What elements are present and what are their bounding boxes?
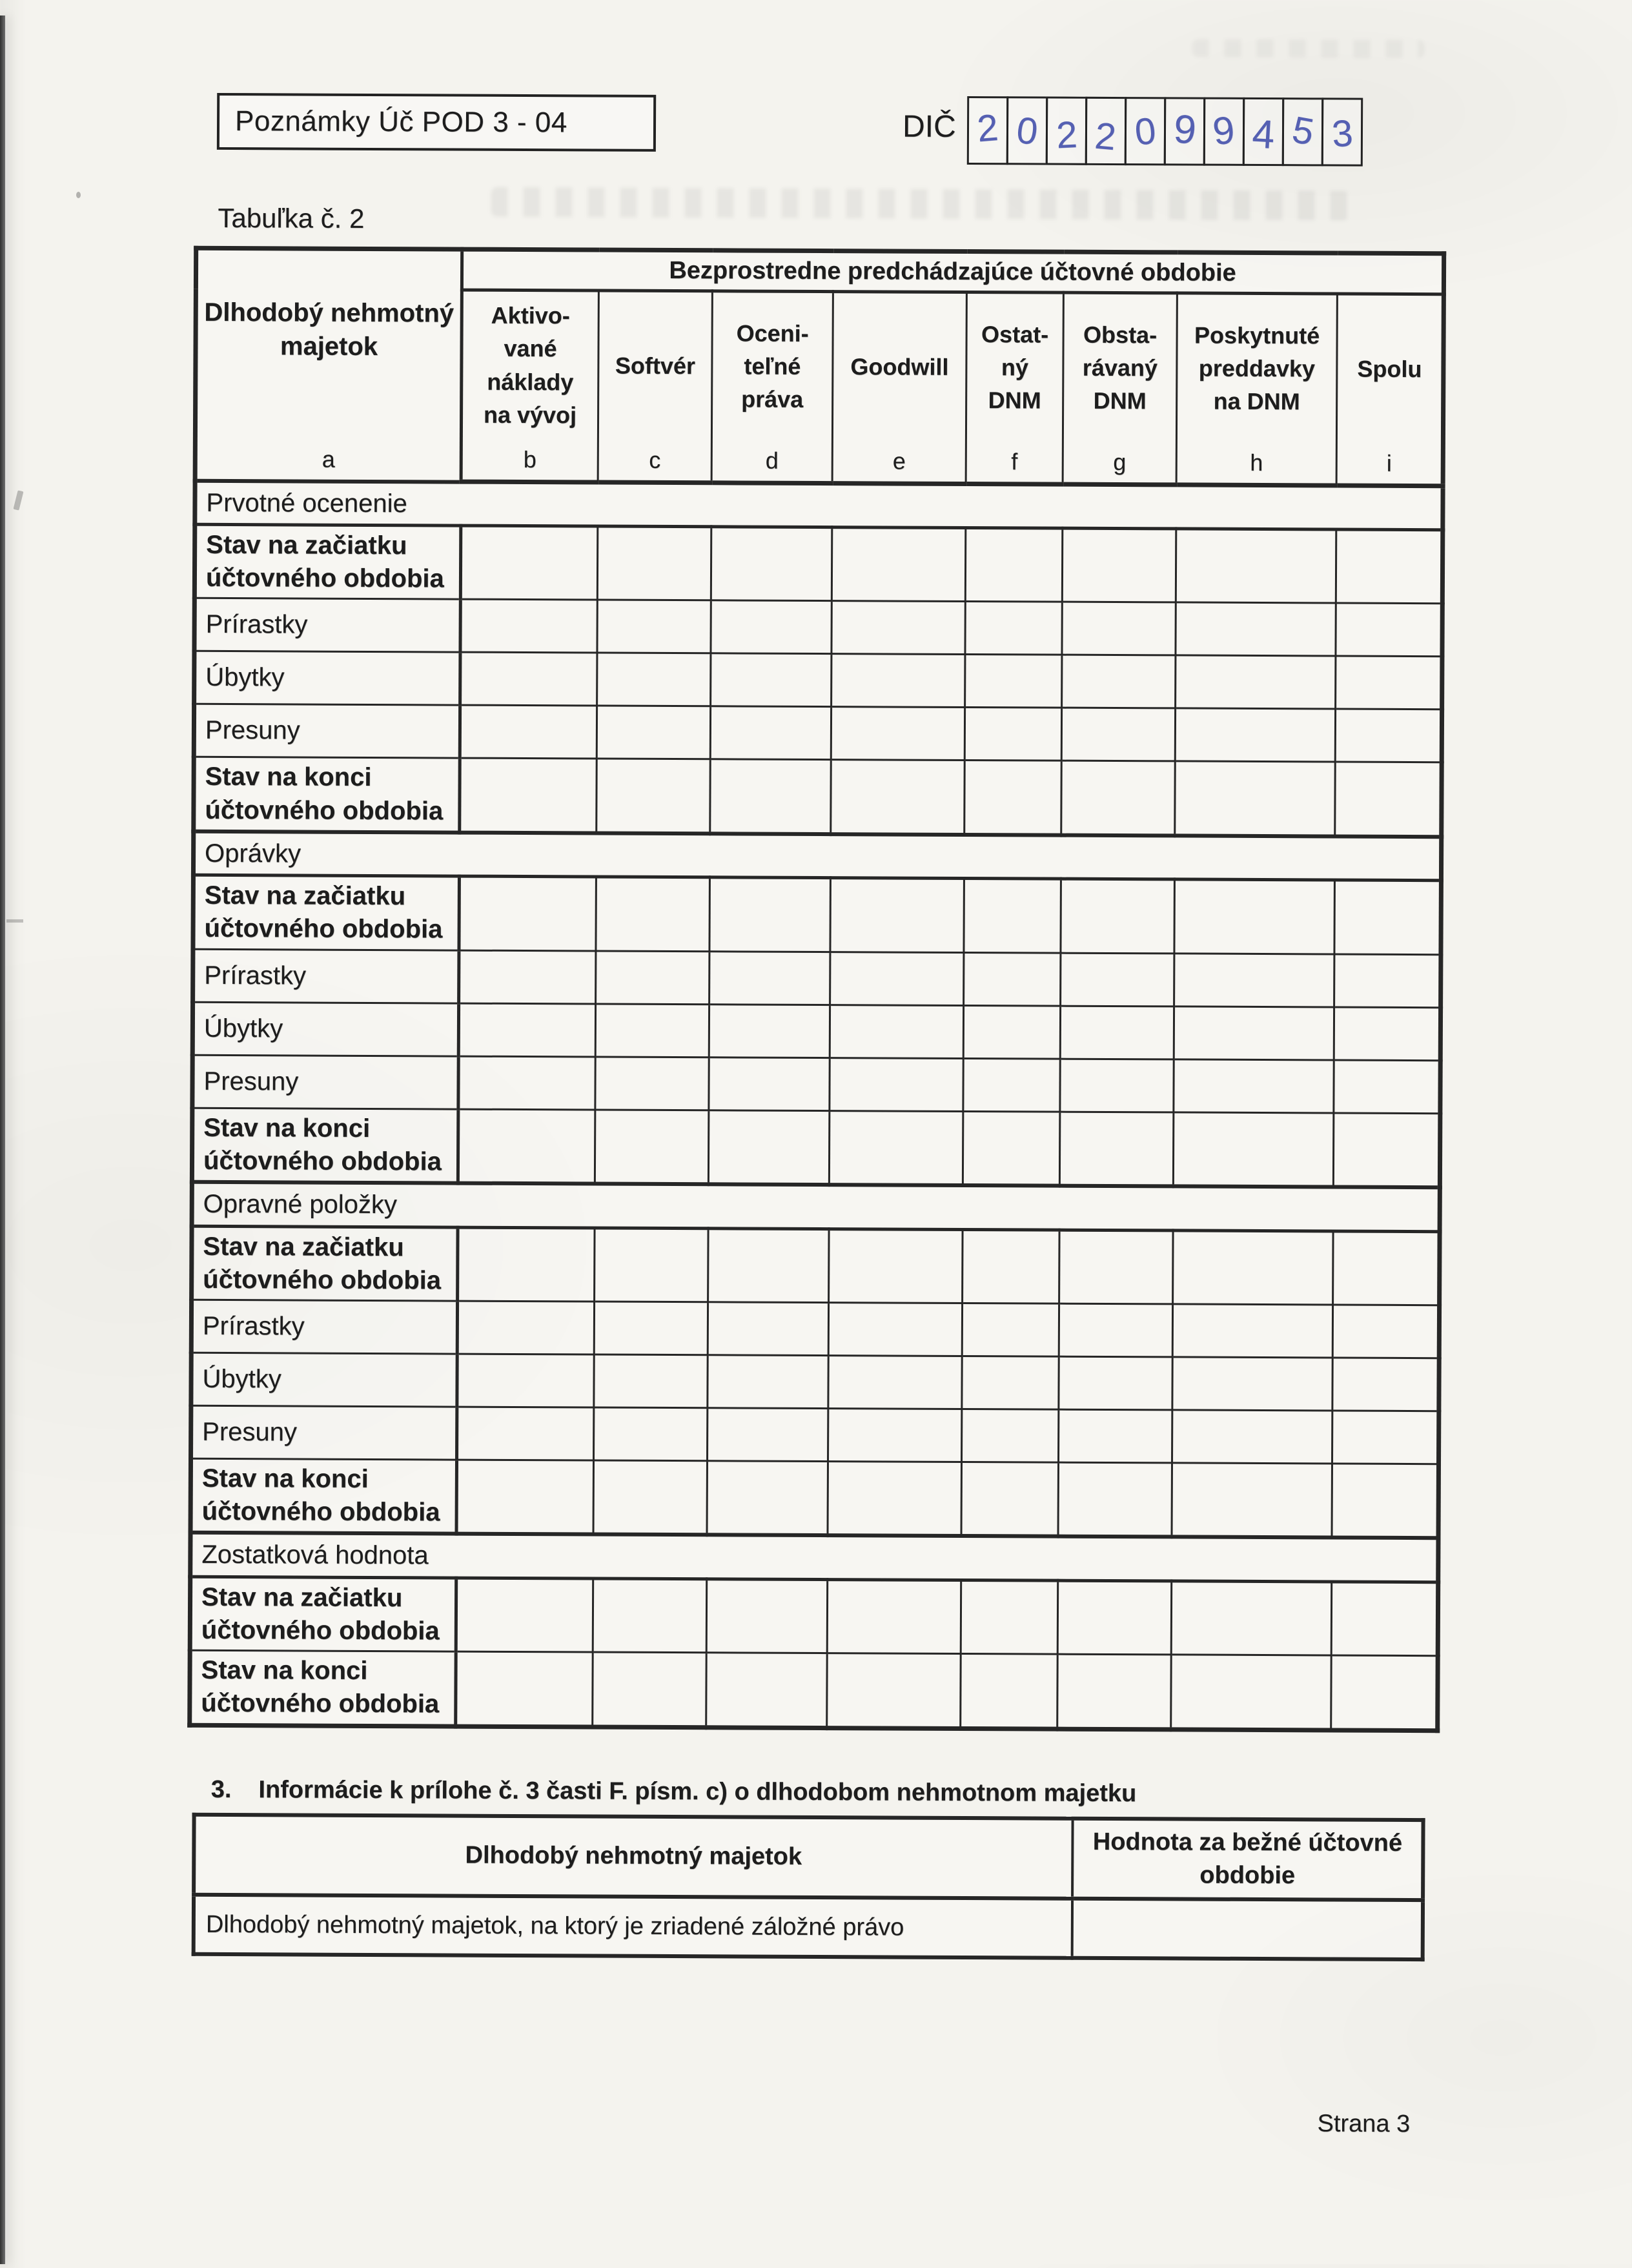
empty-value-cell bbox=[458, 1003, 595, 1057]
empty-value-cell bbox=[593, 1460, 707, 1535]
empty-value-cell bbox=[1058, 1462, 1172, 1537]
empty-value-cell bbox=[965, 655, 1062, 708]
empty-value-cell bbox=[458, 1227, 595, 1302]
empty-value-cell bbox=[709, 951, 830, 1005]
empty-value-cell bbox=[1333, 1231, 1440, 1305]
table-row bbox=[194, 757, 1442, 837]
empty-value-cell bbox=[460, 526, 597, 600]
empty-value-cell bbox=[456, 1460, 593, 1535]
empty-value-cell bbox=[963, 1005, 1060, 1059]
row-label: Prírastky bbox=[194, 598, 460, 653]
empty-value-cell bbox=[1175, 761, 1335, 836]
table-row bbox=[192, 1055, 1440, 1113]
empty-value-cell bbox=[828, 1408, 962, 1462]
empty-value-cell bbox=[831, 527, 965, 602]
empty-value-cell bbox=[596, 951, 709, 1005]
empty-value-cell bbox=[1334, 1007, 1440, 1061]
empty-value-cell bbox=[593, 1578, 706, 1653]
handwritten-digit: 2 bbox=[975, 106, 1000, 150]
dic-digit-cell bbox=[1282, 97, 1323, 166]
empty-value-cell bbox=[1174, 1059, 1334, 1113]
dic-digit-cell bbox=[1164, 97, 1205, 165]
dic-digit-cell bbox=[1203, 97, 1245, 166]
column-letter-e: e bbox=[892, 447, 906, 475]
empty-value-cell bbox=[1334, 1060, 1440, 1114]
row-label: Stav na konci účtovného obdobia bbox=[192, 1108, 458, 1183]
dic-digit-cell bbox=[1321, 97, 1363, 166]
empty-value-cell bbox=[708, 1110, 829, 1185]
column-header-i: Spolu i bbox=[1336, 294, 1443, 486]
column-letter-h: h bbox=[1250, 449, 1263, 476]
empty-value-cell bbox=[1335, 762, 1442, 837]
corner-header-cell bbox=[195, 248, 462, 482]
handwritten-digit: 5 bbox=[1289, 108, 1318, 154]
empty-value-cell bbox=[963, 1111, 1059, 1186]
table-row bbox=[191, 1405, 1439, 1464]
empty-value-cell bbox=[709, 1057, 830, 1110]
table-row bbox=[194, 598, 1442, 657]
empty-value-cell bbox=[706, 1579, 827, 1653]
section-row bbox=[190, 1533, 1438, 1582]
section3-number: 3. bbox=[210, 1775, 232, 1804]
empty-value-cell bbox=[1060, 1059, 1174, 1112]
handwritten-digit: 2 bbox=[1055, 113, 1078, 156]
empty-value-cell bbox=[1171, 1655, 1332, 1730]
empty-value-cell bbox=[964, 879, 1061, 953]
table-row bbox=[192, 1002, 1440, 1060]
form-code-box bbox=[217, 93, 656, 152]
row-label: Stav na konci účtovného obdobia bbox=[190, 1650, 456, 1726]
column-letter-f: f bbox=[1011, 448, 1018, 475]
empty-value-cell bbox=[830, 952, 964, 1005]
empty-value-cell bbox=[962, 1356, 1059, 1409]
section-label: Prvotné ocenenie bbox=[195, 480, 1443, 529]
column-header-b: Aktivo- vané náklady na vývoj b bbox=[461, 290, 598, 482]
empty-value-cell bbox=[962, 1303, 1059, 1356]
empty-value-cell bbox=[828, 1302, 962, 1356]
empty-value-cell bbox=[830, 878, 964, 952]
handwritten-digit: 9 bbox=[1172, 106, 1198, 153]
empty-value-cell bbox=[829, 1110, 963, 1185]
empty-value-cell bbox=[708, 1355, 828, 1409]
section-row bbox=[193, 832, 1441, 881]
table-row bbox=[191, 1353, 1439, 1411]
empty-value-cell bbox=[460, 652, 597, 706]
empty-value-cell bbox=[1171, 1581, 1331, 1655]
intangible-assets-table bbox=[187, 246, 1446, 1733]
empty-value-cell bbox=[460, 599, 597, 653]
table-row bbox=[190, 1650, 1438, 1730]
table-row bbox=[191, 1300, 1439, 1358]
row-label: Presuny bbox=[191, 1405, 457, 1460]
table-row bbox=[193, 949, 1441, 1007]
empty-value-cell bbox=[827, 1579, 961, 1653]
empty-value-cell bbox=[962, 1409, 1059, 1462]
empty-value-cell bbox=[1062, 602, 1176, 656]
empty-value-cell bbox=[1174, 954, 1334, 1007]
empty-value-cell bbox=[1336, 529, 1443, 604]
row-label: Stav na začiatku účtovného obdobia bbox=[194, 524, 460, 599]
empty-value-cell bbox=[456, 1651, 593, 1726]
column-header-e: Goodwill e bbox=[832, 292, 966, 484]
table-row bbox=[193, 875, 1441, 955]
period-header: Bezprostredne predchádzajúce účtovné obdobie bbox=[462, 249, 1443, 294]
empty-value-cell bbox=[596, 877, 709, 951]
dic-digit-cell bbox=[1125, 97, 1166, 165]
section-label: Opravné položky bbox=[192, 1182, 1440, 1231]
empty-value-cell bbox=[597, 706, 710, 759]
section3-title: Informácie k prílohe č. 3 časti F. písm. c) o dlhodobom nehmotnom majetku bbox=[258, 1776, 1137, 1808]
empty-value-cell bbox=[595, 1057, 709, 1110]
dic-digit-cell bbox=[1085, 97, 1127, 165]
empty-value-cell bbox=[1332, 1358, 1439, 1411]
empty-value-cell bbox=[831, 654, 965, 708]
empty-value-cell bbox=[831, 760, 964, 835]
dic-input-boxes bbox=[967, 96, 1363, 167]
empty-value-cell bbox=[459, 876, 596, 950]
empty-value-cell bbox=[711, 527, 831, 601]
empty-value-cell bbox=[1062, 655, 1176, 709]
empty-value-cell bbox=[594, 1302, 708, 1355]
empty-value-cell bbox=[1172, 1410, 1332, 1464]
section-label: Oprávky bbox=[193, 832, 1441, 881]
empty-value-cell bbox=[963, 1058, 1060, 1112]
empty-value-cell bbox=[1176, 602, 1336, 656]
empty-value-cell bbox=[964, 708, 1061, 761]
empty-value-cell bbox=[830, 1005, 963, 1058]
empty-value-cell bbox=[1336, 656, 1442, 710]
empty-value-cell bbox=[1059, 1303, 1172, 1357]
bottom-col1-header: Dlhodobý nehmotný majetok bbox=[194, 1815, 1073, 1899]
column-header-h: Poskytnuté preddavky na DNM h bbox=[1176, 293, 1337, 485]
empty-value-cell bbox=[1336, 603, 1442, 657]
empty-value-cell bbox=[706, 1653, 828, 1728]
table-row bbox=[194, 651, 1442, 710]
empty-value-cell bbox=[1174, 1006, 1334, 1060]
handwritten-digit: 0 bbox=[1014, 108, 1041, 153]
handwritten-digit: 2 bbox=[1093, 114, 1118, 158]
empty-value-cell bbox=[597, 759, 710, 833]
handwritten-digit: 3 bbox=[1330, 112, 1354, 156]
dic-digit-cell bbox=[1243, 97, 1284, 166]
column-letter-i: i bbox=[1386, 449, 1392, 476]
empty-value-cell bbox=[460, 705, 597, 759]
empty-value-cell bbox=[709, 1004, 830, 1057]
empty-value-cell bbox=[1331, 1655, 1438, 1730]
empty-value-cell bbox=[1334, 954, 1441, 1008]
empty-value-cell bbox=[831, 601, 965, 655]
section-label: Zostatková hodnota bbox=[190, 1533, 1438, 1582]
column-header-d: Oceni- teľné práva d bbox=[711, 291, 833, 484]
empty-value-cell bbox=[961, 1462, 1058, 1537]
empty-value-cell bbox=[1332, 1464, 1439, 1538]
dic-digit-cell bbox=[1046, 97, 1087, 165]
handwritten-digit: 4 bbox=[1250, 111, 1276, 158]
row-label: Úbytky bbox=[191, 1353, 457, 1407]
empty-value-cell bbox=[457, 1407, 594, 1460]
dic-digit-cell bbox=[1006, 96, 1048, 165]
ink-bleedthrough bbox=[491, 187, 1349, 221]
empty-value-cell bbox=[595, 1110, 708, 1185]
empty-value-cell bbox=[965, 528, 1062, 602]
handwritten-digit: 9 bbox=[1210, 107, 1238, 153]
empty-value-cell bbox=[708, 1408, 828, 1462]
table-row bbox=[190, 1458, 1438, 1538]
empty-value-cell bbox=[593, 1652, 707, 1727]
row-label: Úbytky bbox=[192, 1002, 458, 1056]
empty-value-cell bbox=[711, 653, 831, 707]
empty-value-cell bbox=[1059, 1409, 1172, 1463]
empty-value-cell bbox=[457, 1301, 594, 1354]
row-label: Presuny bbox=[192, 1055, 458, 1109]
form-code-text: Poznámky Úč POD 3 - 04 bbox=[234, 105, 567, 139]
row-label: Stav na konci účtovného obdobia bbox=[190, 1458, 456, 1534]
empty-value-cell bbox=[1061, 953, 1174, 1006]
ink-bleedthrough bbox=[1192, 39, 1425, 59]
dic-digit-cell bbox=[967, 96, 1008, 165]
empty-value-cell bbox=[1059, 1230, 1173, 1304]
empty-value-cell bbox=[1057, 1580, 1171, 1655]
pledged-assets-table bbox=[192, 1813, 1425, 1961]
empty-value-cell bbox=[1333, 1113, 1440, 1188]
empty-value-cell bbox=[961, 1580, 1057, 1654]
empty-value-cell bbox=[1172, 1463, 1332, 1538]
table-row bbox=[192, 1226, 1440, 1305]
corner-header-text: Dlhodobý nehmotný majetok bbox=[204, 298, 454, 361]
column-header-g: Obsta- rávaný DNM g bbox=[1063, 292, 1177, 485]
empty-value-cell bbox=[1172, 1304, 1332, 1358]
table-row bbox=[192, 1108, 1440, 1187]
row-label: Úbytky bbox=[194, 651, 460, 706]
section3-heading bbox=[211, 1776, 1137, 1808]
column-letter-d: d bbox=[765, 447, 779, 474]
empty-value-cell bbox=[1174, 879, 1334, 954]
empty-value-cell bbox=[459, 950, 596, 1004]
section-row bbox=[195, 480, 1443, 529]
empty-value-cell bbox=[710, 759, 831, 834]
empty-value-cell bbox=[1061, 879, 1174, 953]
empty-value-cell bbox=[827, 1653, 961, 1728]
empty-value-cell bbox=[828, 1355, 962, 1409]
empty-value-cell bbox=[964, 761, 1061, 835]
column-header-c: Softvér c bbox=[598, 291, 712, 483]
empty-value-cell bbox=[1057, 1654, 1172, 1729]
empty-value-cell bbox=[458, 1109, 595, 1184]
section-row bbox=[192, 1182, 1440, 1231]
empty-value-cell bbox=[1335, 709, 1442, 762]
empty-value-cell bbox=[1061, 708, 1175, 762]
column-header-f: Ostat- ný DNM f bbox=[966, 292, 1063, 485]
table-row bbox=[190, 1577, 1438, 1656]
row-label: Stav na začiatku účtovného obdobia bbox=[192, 1226, 458, 1301]
empty-value-cell bbox=[711, 600, 831, 654]
empty-value-cell bbox=[597, 653, 711, 706]
row-label: Presuny bbox=[194, 704, 460, 759]
empty-value-cell bbox=[963, 1229, 1059, 1303]
row-label: Stav na konci účtovného obdobia bbox=[194, 757, 460, 833]
empty-value-cell bbox=[1059, 1356, 1172, 1410]
empty-value-cell bbox=[458, 1056, 595, 1110]
empty-value-cell bbox=[1176, 529, 1336, 603]
empty-value-cell bbox=[1173, 1112, 1333, 1187]
empty-value-cell bbox=[1072, 1899, 1423, 1959]
row-label: Stav na začiatku účtovného obdobia bbox=[190, 1577, 456, 1651]
empty-value-cell bbox=[456, 1578, 593, 1652]
empty-value-cell bbox=[595, 1228, 708, 1302]
row-label: Prírastky bbox=[193, 949, 459, 1003]
column-letter-g: g bbox=[1113, 449, 1127, 476]
empty-value-cell bbox=[830, 1057, 963, 1111]
empty-value-cell bbox=[594, 1354, 708, 1408]
table-caption: Tabuľka č. 2 bbox=[218, 202, 365, 234]
empty-value-cell bbox=[457, 1354, 594, 1407]
bottom-col2-header: Hodnota za bežné účtovné obdobie bbox=[1072, 1819, 1423, 1900]
empty-value-cell bbox=[1176, 655, 1336, 709]
empty-value-cell bbox=[1173, 1230, 1333, 1304]
empty-value-cell bbox=[964, 952, 1061, 1006]
empty-value-cell bbox=[1175, 708, 1335, 762]
empty-value-cell bbox=[1062, 528, 1176, 602]
empty-value-cell bbox=[965, 602, 1062, 655]
empty-value-cell bbox=[597, 526, 711, 600]
empty-value-cell bbox=[595, 1004, 709, 1057]
empty-value-cell bbox=[1061, 761, 1175, 836]
empty-value-cell bbox=[460, 758, 597, 833]
table-row bbox=[194, 524, 1442, 604]
empty-value-cell bbox=[1331, 1582, 1438, 1656]
empty-value-cell bbox=[1172, 1357, 1332, 1411]
column-letter-b: b bbox=[523, 446, 536, 473]
empty-value-cell bbox=[708, 1228, 829, 1302]
empty-value-cell bbox=[708, 1302, 828, 1356]
page-number: Strana 3 bbox=[1317, 2110, 1411, 2138]
empty-value-cell bbox=[597, 600, 711, 653]
table-row bbox=[194, 1895, 1423, 1959]
empty-value-cell bbox=[1059, 1112, 1173, 1187]
table-row bbox=[194, 704, 1442, 762]
row-label: Dlhodobý nehmotný majetok, na ktorý je zriadené záložné právo bbox=[194, 1895, 1072, 1958]
empty-value-cell bbox=[1332, 1411, 1439, 1464]
empty-value-cell bbox=[594, 1407, 708, 1461]
column-letter-c: c bbox=[649, 446, 661, 473]
empty-value-cell bbox=[1060, 1006, 1174, 1059]
empty-value-cell bbox=[709, 877, 830, 952]
empty-value-cell bbox=[831, 707, 964, 761]
empty-value-cell bbox=[710, 706, 831, 760]
column-letter-a: a bbox=[321, 445, 335, 473]
empty-value-cell bbox=[829, 1229, 963, 1303]
row-label: Stav na začiatku účtovného obdobia bbox=[193, 875, 459, 950]
empty-value-cell bbox=[961, 1654, 1058, 1729]
row-label: Prírastky bbox=[191, 1300, 457, 1354]
empty-value-cell bbox=[1332, 1305, 1439, 1358]
empty-value-cell bbox=[828, 1461, 961, 1536]
handwritten-digit: 0 bbox=[1132, 109, 1158, 154]
empty-value-cell bbox=[1334, 880, 1442, 954]
empty-value-cell bbox=[707, 1461, 828, 1536]
dic-label: DIČ bbox=[902, 109, 956, 144]
